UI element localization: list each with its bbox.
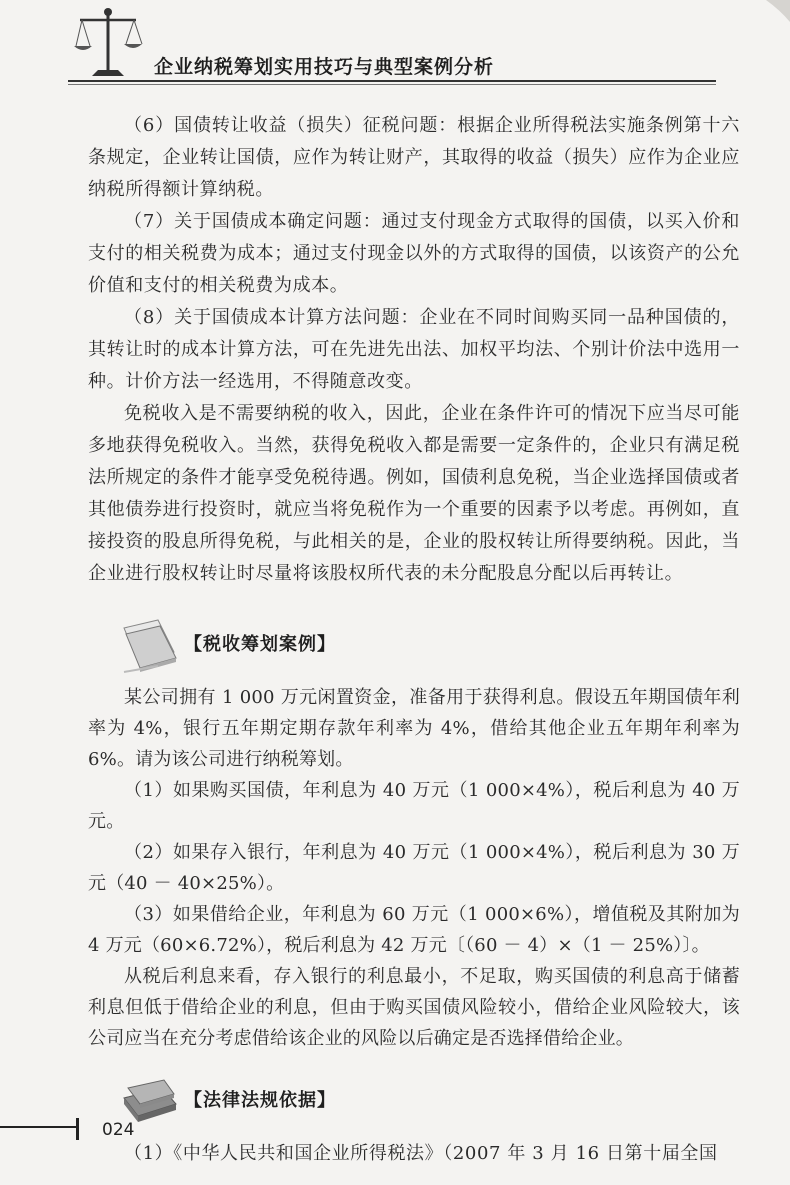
book-title: 企业纳税筹划实用技巧与典型案例分析 xyxy=(154,56,495,78)
paragraph: （8）关于国债成本计算方法问题：企业在不同时间购买同一品种国债的，其转让时的成本计算方法，可在先进先出法、加权平均法、个别计价法中选用一种。计价方法一经选用，不得随意改变。 xyxy=(88,307,740,392)
section-label-case: 【税收筹划案例】 xyxy=(184,634,336,655)
paragraph: （2）如果存入银行，年利息为 40 万元（1 000×4%），税后利息为 30 万元（40 － 40×25%）。 xyxy=(88,842,740,894)
footer-rule xyxy=(0,1126,78,1128)
paragraph: 免税收入是不需要纳税的收入，因此，企业在条件许可的情况下应当尽可能多地获得免税收入。当然，获得免税收入都是需要一定条件的，企业只有满足税法所规定的条件才能享受免税待遇。例如，国债利息免税，当企业选择国债或者其他债券进行投资时，就应当将免税作为一个重要的因素予以考虑。再例如，直接投资的股息所得免税，与此相关的是，企业的股权转让所得要纳税。因此，当企业进行股权转让时尽量将该股权所代表的未分配股息分配以后再转让。 xyxy=(88,403,740,584)
page-number: 024 xyxy=(102,1120,135,1140)
paragraph: （1）如果购买国债，年利息为 40 万元（1 000×4%），税后利息为 40 万元。 xyxy=(88,780,740,832)
header-rule xyxy=(68,80,716,82)
balance-scale-icon xyxy=(72,4,144,82)
page-corner-curl xyxy=(750,0,790,40)
paragraph: 某公司拥有 1 000 万元闲置资金，准备用于获得利息。假设五年期国债年利率为 4%，银行五年期定期存款年利率为 4%，借给其他企业五年期年利率为 6%。请为该公司进行纳税筹划。 xyxy=(88,687,740,770)
section-heading-law xyxy=(88,1070,740,1142)
paragraph: （7）关于国债成本确定问题：通过支付现金方式取得的国债，以买入价和支付的相关税费为成本；通过支付现金以外的方式取得的国债，以该资产的公允价值和支付的相关税费为成本。 xyxy=(88,211,740,296)
law-body xyxy=(88,1138,740,1170)
paragraph: （6）国债转让收益（损失）征税问题：根据企业所得税法实施条例第十六条规定，企业转让国债，应作为转让财产，其取得的收益（损失）应作为企业应纳税所得额计算纳税。 xyxy=(88,115,740,200)
notebook-icon xyxy=(118,616,180,676)
body-text-top xyxy=(88,110,740,590)
section-label-law: 【法律法规依据】 xyxy=(184,1090,336,1111)
paragraph: （3）如果借给企业，年利息为 60 万元（1 000×6%），增值税及其附加为 4 万元（60×6.72%），税后利息为 42 万元〔（60 － 4）×（1 － 25%）〕。 xyxy=(88,904,740,956)
paragraph: （1）《中华人民共和国企业所得税法》（2007 年 3 月 16 日第十届全国 xyxy=(124,1143,718,1164)
paragraph: 从税后利息来看，存入银行的利息最小，不足取，购买国债的利息高于储蓄利息但低于借给企业的利息，但由于购买国债风险较小，借给企业风险较大，该公司应当在充分考虑借给该企业的风险以后确定是否选择借给企业。 xyxy=(88,966,740,1049)
page-body xyxy=(88,110,740,1170)
header-rule-thin xyxy=(68,84,716,85)
section-heading-case xyxy=(88,610,740,682)
footer-tick xyxy=(76,1118,79,1140)
case-body xyxy=(88,682,740,1054)
page-header xyxy=(0,0,790,90)
